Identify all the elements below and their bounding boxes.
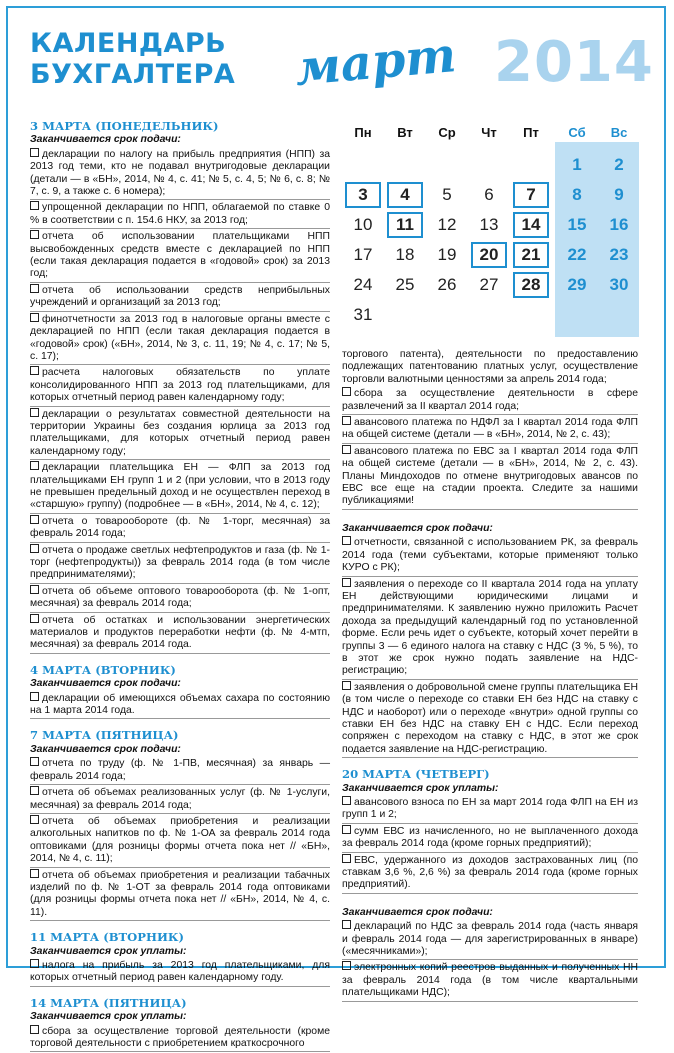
year: 2014 (494, 30, 654, 95)
calendar-day: 7 (513, 182, 549, 208)
month-calendar (343, 122, 638, 336)
subhead: Заканчивается срок уплаты: (342, 782, 499, 794)
calendar-day: 15 (567, 215, 587, 234)
calendar-day: 28 (513, 272, 549, 298)
calendar-day: 13 (479, 215, 499, 234)
calendar-day: 1 (572, 155, 582, 174)
list-item (30, 692, 330, 720)
calendar-day: 31 (353, 305, 373, 324)
list-item-text: электронных копий реестров выданных и полученных НН за февраль 2014 года (в том числе квартальными плательщиками НДС); (342, 962, 638, 999)
title-line-2: БУХГАЛТЕРА (30, 59, 236, 90)
weekday-label: Ср (438, 125, 456, 140)
list-item-text: заявления о переходе со II квартала 2014 года на уплату ЕН действующими юридическими лицами и предпринимателями. К заявлению нужно приложить Расчет дохода за предыдущий календарный год по установленной форме. Если речь идет о субъекте, который хочет перейти в группы 3 — 6 единого налога на ставку с НДС (3 %, 5 %), то в этот же срок нужно подать заявление на НДС-регистрацию; (342, 578, 638, 677)
calendar-day: 23 (609, 245, 629, 264)
weekday-label: Вт (397, 125, 413, 140)
checkbox-icon (30, 313, 39, 322)
list-item (342, 920, 638, 960)
subhead: Заканчивается срок уплаты: (30, 1011, 187, 1023)
list-item-text: отчета об объемах приобретения и реализации алкогольных напитков по ф. № 1-ОА за февраль 2014 года оптовиками (для розницы формы отчета пока нет // «БН», 2014, № 4, с. 11); (30, 815, 330, 865)
list-item (30, 1025, 330, 1053)
item-list (342, 387, 638, 510)
list-item-text: декларации об имеющихся объемах сахара по состоянию на 1 марта 2014 года. (30, 692, 330, 717)
calendar-day: 19 (437, 245, 457, 264)
checkbox-icon (342, 681, 351, 690)
list-item-text: авансового платежа по ЕВС за I квартал 2014 года ФЛП на общей системе (детали — в «БН», 2014, № 2, с. 43). Планы Миндоходов по отмене внутригодовых авансов по ЕВС все еще на стадии проекта. Следите за нашими публикациями! (342, 445, 638, 507)
checkbox-icon (30, 408, 39, 417)
checkbox-icon (30, 585, 39, 594)
checkbox-icon (30, 869, 39, 878)
checkbox-icon (342, 536, 351, 545)
list-item-text: авансового взноса по ЕН за март 2014 года ФЛП на ЕН из групп 1 и 2; (342, 797, 638, 821)
checkbox-icon (342, 825, 351, 834)
list-item (30, 757, 330, 785)
calendar-day: 5 (442, 185, 452, 204)
list-item-text: заявления о добровольной смене группы плательщика ЕН (в том числе о переходе со ставки ЕН без НДС на ставку с НДС и наоборот) или о переходе «внутри» одной группы со ставки ЕН без НДС на ставку ЕН с НДС. Если переход сопряжен с переходом на ставку с НДС, в этот же срок подается заявление на НДС-регистрацию. (342, 681, 638, 755)
calendar-day: 6 (484, 185, 494, 204)
checkbox-icon (342, 796, 351, 805)
calendar-day: 27 (479, 275, 499, 294)
list-item (30, 959, 330, 987)
left-column (30, 120, 330, 1053)
calendar-day: 12 (437, 215, 457, 234)
checkbox-icon (342, 416, 351, 425)
calendar-day: 30 (609, 275, 629, 294)
list-item (342, 681, 638, 758)
list-item-text: финотчетности за 2013 год в налоговые органы вместе с декларацией по НПП (если такая декларация подается в «годовой» срок) («БН», 2014, № 3, с. 11, 19; № 4, с. 17; № 5, с. 17); (30, 313, 330, 362)
item-list (30, 148, 330, 654)
section-head-mar20: 20 МАРТА (ЧЕТВЕРГ) (342, 767, 490, 782)
calendar-day: 4 (387, 182, 423, 208)
subhead: Заканчивается срок подачи: (30, 678, 181, 690)
list-item-text: упрощенной декларации по НПП, облагаемой по ставке 0 % в соответствии с п. 154.6 НКУ, за 2013 год; (30, 202, 330, 226)
checkbox-icon (30, 461, 39, 470)
list-item (30, 148, 330, 201)
weekday-header (343, 122, 638, 142)
subhead: Заканчивается срок подачи: (30, 134, 181, 146)
section-head-mar4: 4 МАРТА (ВТОРНИК) (30, 662, 176, 677)
calendar-day: 21 (513, 242, 549, 268)
list-item (30, 815, 330, 868)
weekday-label: Пн (354, 125, 372, 140)
list-item-text: расчета налоговых обязательств по уплате консолидированного НПП за 2013 год плательщиками, для которых отчетный период равен календарному году; (30, 367, 330, 404)
checkbox-icon (30, 544, 39, 553)
list-item-text: налога на прибыль за 2013 год плательщиками, для которых отчетный период равен календарному году. (30, 959, 330, 984)
section-head-mar3: 3 МАРТА (ПОНЕДЕЛЬНИК) (30, 119, 219, 133)
list-item (342, 825, 638, 853)
list-item-text: сбора за осуществление деятельности в сфере развлечений за II квартал 2014 года; (342, 388, 638, 412)
list-item-text: отчета по труду (ф. № 1-ПВ, месячная) за январь — февраль 2014 года; (30, 758, 330, 782)
calendar-day: 22 (567, 245, 587, 264)
item-list (30, 692, 330, 720)
subhead: Заканчивается срок уплаты: (30, 945, 187, 957)
checkbox-icon (342, 387, 351, 396)
title-line-1: КАЛЕНДАРЬ (30, 28, 227, 59)
weekday-label: Пт (523, 125, 539, 140)
checkbox-icon (342, 920, 351, 929)
checkbox-icon (342, 445, 351, 454)
list-item (342, 445, 638, 510)
calendar-day: 9 (614, 185, 624, 204)
list-item (342, 387, 638, 415)
calendar-day: 14 (513, 212, 549, 238)
list-item (30, 869, 330, 922)
list-item-text: авансового платежа по НДФЛ за I квартал 2014 года ФЛП на общей системе (детали — в «БН», 2014, № 2, с. 43); (342, 417, 638, 441)
section-head-mar7: 7 МАРТА (ПЯТНИЦА) (30, 728, 179, 743)
checkbox-icon (30, 786, 39, 795)
calendar-day: 26 (437, 275, 457, 294)
list-item-text: декларации о результатах совместной деятельности на территории Украины без создания юрлица за 2013 год плательщиками, для которых отчетный период равен календарному году; (30, 408, 330, 457)
list-item (30, 786, 330, 814)
checkbox-icon (30, 692, 39, 701)
calendar-day: 29 (567, 275, 587, 294)
calendar-day: 2 (614, 155, 624, 174)
list-item-text: отчета об использовании средств неприбыльных учреждений и организаций за 2013 год; (30, 284, 330, 309)
checkbox-icon (30, 614, 39, 623)
list-item (342, 536, 638, 576)
list-item-text: отчетности, связанной с использованием РК, за февраль 2014 года (теми субъектами, которые применяют только КУРО с РК); (342, 537, 638, 574)
list-item (342, 961, 638, 1001)
month-name: март (292, 27, 459, 97)
checkbox-icon (30, 366, 39, 375)
item-list (342, 796, 638, 894)
checkbox-icon (30, 815, 39, 824)
list-item (30, 544, 330, 584)
checkbox-icon (30, 1025, 39, 1034)
checkbox-icon (30, 515, 39, 524)
list-item (30, 313, 330, 366)
list-item-text: сбора за осуществление торговой деятельности (кроме торговой деятельности с приобретением краткосрочного (30, 1025, 330, 1049)
list-item-text: отчета об объемах реализованных услуг (ф. № 1-услуги, месячная) за февраль 2014 года; (30, 787, 330, 811)
subhead: Заканчивается срок подачи: (342, 906, 493, 918)
item-list (30, 1025, 330, 1053)
checkbox-icon (30, 201, 39, 210)
checkbox-icon (342, 854, 351, 863)
list-item (30, 408, 330, 461)
checkbox-icon (342, 961, 351, 970)
list-item (342, 416, 638, 444)
list-item (30, 201, 330, 229)
calendar-day: 24 (353, 275, 373, 294)
section-head-mar14: 14 МАРТА (ПЯТНИЦА) (30, 995, 187, 1010)
item-list (342, 536, 638, 758)
right-column (342, 349, 638, 1003)
list-item-text: отчета об использовании плательщиками НПП высвобожденных средств вместе с декларацией по НПП (если такая декларация подается в «годовой» срок) за 2013 год; (30, 231, 330, 280)
calendar-day: 16 (609, 215, 629, 234)
calendar-day: 11 (387, 212, 423, 238)
list-item (30, 461, 330, 514)
calendar-day: 20 (471, 242, 507, 268)
calendar-day: 8 (572, 185, 582, 204)
checkbox-icon (30, 284, 39, 293)
checkbox-icon (30, 959, 39, 968)
list-item (342, 578, 638, 680)
weekday-label: Вс (610, 125, 628, 140)
list-item (342, 796, 638, 824)
calendar-day: 17 (353, 245, 373, 264)
list-item-text: деклараций по НДС за февраль 2014 года (часть января и февраль 2014 года — для зарегистрированных в январе) («месячниками»); (342, 921, 638, 958)
list-item-text: отчета об остатках и использовании энергетических материалов и продуктов переработки нефти (ф. № 4-мтп, месячная) за февраль 2014 года. (30, 614, 330, 651)
list-item-text: декларации плательщика ЕН — ФЛП за 2013 год плательщиками ЕН групп 1 и 2 (при условии, что в 2013 году не превышен предельный доход и не осуществлен переход в «старшую» группу) (подробнее — в «БН», 2014, № 4, с. 12); (30, 462, 330, 511)
section-head-mar11: 11 МАРТА (ВТОРНИК) (30, 930, 184, 945)
calendar-day: 10 (353, 215, 373, 234)
list-item (30, 515, 330, 543)
list-item (30, 614, 330, 654)
subhead: Заканчивается срок подачи: (342, 522, 493, 534)
list-item-text: отчета о товарообороте (ф. № 1-торг, месячная) за февраль 2014 года; (30, 515, 330, 540)
item-list (30, 959, 330, 987)
list-item (30, 230, 330, 283)
list-item (30, 366, 330, 406)
item-list (342, 920, 638, 1001)
list-item-text: сумм ЕВС из начисленного, но не выплаченного дохода за февраль 2014 года (кроме горных предприятий); (342, 825, 638, 850)
subhead: Заканчивается срок подачи: (30, 743, 181, 755)
checkbox-icon (342, 578, 351, 587)
checkbox-icon (30, 757, 39, 766)
checkbox-icon (30, 230, 39, 239)
list-item-text: отчета о продаже светлых нефтепродуктов и газа (ф. № 1-торг (нефтепродукты)) за февраль 2014 года (в том числе предпринимателями); (30, 544, 330, 581)
list-item (30, 585, 330, 613)
list-item-text: ЕВС, удержанного из доходов застрахованных лиц (по ставкам 3,6 %, 2,6 %) за февраль 2014 года (кроме горных предприятий). (342, 854, 638, 891)
calendar-day: 3 (345, 182, 381, 208)
weekday-label: Чт (481, 125, 497, 140)
calendar-day: 25 (395, 275, 415, 294)
continued-text: торгового патента), деятельности по предоставлению подлежащих патентованию платных услуг, осуществление торговли валютными ценностями за апрель 2014 года; (342, 349, 638, 385)
list-item-text: декларации по налогу на прибыль предприятия (НПП) за 2013 год теми, кто не подавал внутригодовые декларации (детали — в «БН», 2014, № 4, с. 41; № 5, с. 4, 5; № 6, с. 8; № 7, с. 9, а также с. 6 номера); (30, 148, 330, 198)
list-item-text: отчета об объемах приобретения и реализации табачных изделий по ф. № 1-ОТ за февраль 2014 года оптовиками (для розницы формы отчета пока нет // «БН», 2014, № 4, с. 11). (30, 869, 330, 918)
calendar-title (30, 28, 235, 90)
list-item (342, 854, 638, 894)
checkbox-icon (30, 148, 39, 157)
list-item-text: отчета об объеме оптового товарооборота (ф. № 1-опт, месячная) за февраль 2014 года; (30, 585, 330, 610)
list-item (30, 284, 330, 312)
calendar-day: 18 (395, 245, 415, 264)
item-list (30, 757, 330, 921)
weekday-label: Сб (568, 125, 586, 140)
